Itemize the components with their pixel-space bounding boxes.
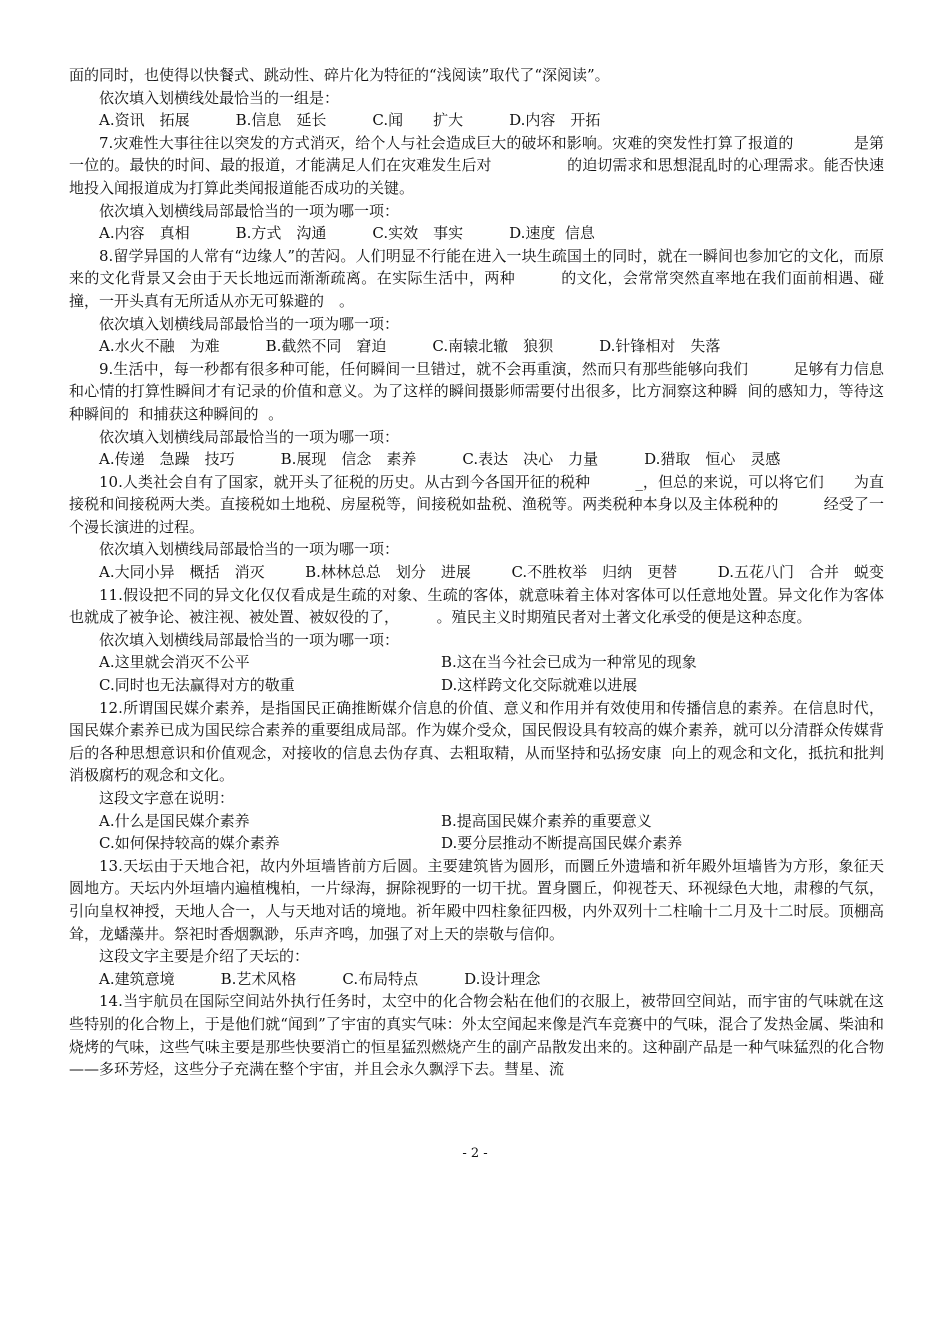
q13-prompt: 这段文字主要是介绍了天坛的： <box>99 947 310 966</box>
q13-option-d: D.设计理念 <box>464 969 541 988</box>
q8-paragraph: 8.留学异国的人常有“边缘人”的苦闷。人们明显不行能在进入一块生疏国土的同时，就在一瞬间也参加它的文化，而原来的文化背景又会由于天长地远而渐渐疏离。在实际生活中，两种 的文化，会常常突然直率地在我们面前相遇、碰撞，一开头真有无所适从亦无可躲避的 。 <box>69 246 884 310</box>
q9-option-b: B.展现 信念 素养 <box>280 450 417 469</box>
q13-option-b: B.艺术风格 <box>220 969 297 988</box>
q12-prompt: 这段文字意在说明： <box>99 789 235 807</box>
q8-option-d: D.针锋相对 失落 <box>599 337 721 356</box>
q12-paragraph: 12.所谓国民媒介素养，是指国民正确推断媒介信息的价值、意义和作用并有效使用和传播信息的素养。在信息时代，国民媒介素养已成为国民综合素养的重要组成局部。作为媒介受众，国民假设具有较高的媒介素养，就可以分清群众传媒背后的各种思想意识和价值观念，对接收的信息去伪存真、去粗取精，从而坚持和弘扬安康 向上的观念和文化，抵抗和批判消极腐朽的观念和文化。 <box>69 698 884 785</box>
q6-option-d: D.内容 开拓 <box>509 111 601 130</box>
q11-option-b: B.这在当今社会已成为一种常见的现象 <box>441 653 697 672</box>
q11-option-a: A.这里就会消灭不公平 <box>99 653 250 672</box>
page-number: - 2 - <box>462 1146 488 1161</box>
q9-options <box>69 448 884 471</box>
q10-option-a: A.大同小异 概括 消灭 <box>99 563 265 582</box>
q10-option-c: C.不胜枚举 归纳 更替 <box>511 563 678 582</box>
q8-option-a: A.水火不融 为难 <box>99 337 220 356</box>
q6-option-a: A.资讯 拓展 <box>99 111 190 130</box>
q12-option-b: B.提高国民媒介素养的重要意义 <box>441 811 652 830</box>
q7-paragraph: 7.灾难性大事往往以突发的方式消灭，给个人与社会造成巨大的破坏和影响。灾难的突发性打算了报道的 是第一位的。最快的时间、最的报道，才能满足人们在灾难发生后对 的迫切需求和思想混乱时的心理需求。能否快速地投入闻报道成为打算此类闻报道能否成功的关键。 <box>69 133 884 197</box>
q7-option-a: A.内容 真相 <box>99 224 190 243</box>
q10-option-b: B.林林总总 划分 进展 <box>305 563 471 582</box>
q9-paragraph: 9.生活中，每一秒都有很多种可能，任何瞬间一旦错过，就不会再重演，然而只有那些能够向我们 足够有力信息和心情的打算性瞬间才有记录的价值和意义。为了这样的瞬间摄影师需要付出很多，比方洞察这种瞬 间的感知力，等待这种瞬间的 和捕获这种瞬间的 。 <box>69 359 884 423</box>
q10-options <box>69 561 884 584</box>
q12-options <box>69 810 884 855</box>
q13-options <box>69 968 884 991</box>
q7-option-c: C.实效 事实 <box>372 224 464 243</box>
q14-paragraph: 14.当宇航员在国际空间站外执行任务时，太空中的化合物会粘在他们的衣服上，被带回空间站，而宇宙的气味就在这些特别的化合物上，于是他们就“闻到”了宇宙的真实气味：外太空闻起来像是汽车竞赛中的气味，混合了发热金属、柴油和烧烤的气味，这些气味主要是那些快要消亡的恒星猛烈燃烧产生的副产品散发出来的。这种副产品是一种气味猛烈的化合物——多环芳烃，这些分子充满在整个宇宙，并且会永久飘浮下去。彗星、流 <box>69 992 884 1079</box>
q13-option-a: A.建筑意境 <box>99 969 175 988</box>
q7-option-b: B.方式 沟通 <box>235 224 327 243</box>
q11-paragraph: 11.假设把不同的异文化仅仅看成是生疏的对象、生疏的客体，就意味着主体对客体可以任意地处置。异文化作为客体也就成了被争论、被注视、被处置、被奴役的了， 。殖民主义时期殖民者对土著文化承受的便是这种态度。 <box>69 585 884 627</box>
q11-options <box>69 651 884 696</box>
document-page <box>69 64 884 1081</box>
paragraph-continuation: 面的同时，也使得以快餐式、跳动性、碎片化为特征的“浅阅读”取代了“深阅读”。 <box>69 66 610 84</box>
q13-option-c: C.布局特点 <box>342 969 419 988</box>
q12-option-c: C.如何保持较高的媒介素养 <box>99 834 280 853</box>
q6-option-c: C.闻 扩大 <box>372 111 464 130</box>
q7-options <box>69 222 884 245</box>
q12-option-d: D.要分层推动不断提高国民媒介素养 <box>441 834 683 853</box>
q10-option-d: D.五花八门 合并 蜕变 <box>717 563 884 582</box>
q11-option-c: C.同时也无法赢得对方的敬重 <box>99 676 295 695</box>
q8-prompt: 依次填入划横线局部最恰当的一项为哪一项： <box>99 314 400 333</box>
q9-option-d: D.猎取 恒心 灵感 <box>644 450 781 469</box>
q6-prompt: 依次填入划横线处最恰当的一组是： <box>99 88 340 107</box>
q12-option-a: A.什么是国民媒介素养 <box>99 811 250 830</box>
q9-prompt: 依次填入划横线局部最恰当的一项为哪一项： <box>99 427 400 446</box>
q9-option-c: C.表达 决心 力量 <box>462 450 599 469</box>
q13-paragraph: 13.天坛由于天地合祀，故内外垣墙皆前方后圆。主要建筑皆为圆形，而圜丘外遗墙和祈年殿外垣墙皆为方形，象征天圆地方。天坛内外垣墙内遍植槐柏，一片绿海，摒除视野的一切干扰。置身圜丘，仰视苍天、环视绿色大地，肃穆的气氛，引向皇权神授，天地人合一，人与天地对话的境地。祈年殿中四柱象征四极，内外双列十二柱喻十二月及十二时辰。顶棚高耸，龙蟠藻井。祭祀时香烟飘渺，乐声齐鸣，加强了对上天的崇敬与信仰。 <box>69 856 884 943</box>
q8-option-c: C.南辕北辙 狼狈 <box>432 337 554 356</box>
q8-options <box>69 335 884 358</box>
q6-options <box>69 109 884 132</box>
q11-prompt: 依次填入划横线局部最恰当的一项为哪一项： <box>99 630 400 649</box>
q6-option-b: B.信息 延长 <box>235 111 327 130</box>
q9-option-a: A.传递 急躁 技巧 <box>99 450 235 469</box>
q7-option-d: D.速度 信息 <box>509 224 595 243</box>
q7-prompt: 依次填入划横线局部最恰当的一项为哪一项： <box>99 201 400 220</box>
q11-option-d: D.这样跨文化交际就难以进展 <box>441 676 638 695</box>
q10-paragraph: 10.人类社会自有了国家，就开头了征税的历史。从古到今各国开征的税种 _，但总的来说，可以将它们 为直接税和间接税两大类。直接税如土地税、房屋税等，间接税如盐税、渔税等。两类税种本身以及主体税种的 经受了一个漫长演进的过程。 <box>69 472 884 536</box>
q8-option-b: B.截然不同 窘迫 <box>265 337 387 356</box>
q10-prompt: 依次填入划横线局部最恰当的一项为哪一项： <box>99 540 400 559</box>
